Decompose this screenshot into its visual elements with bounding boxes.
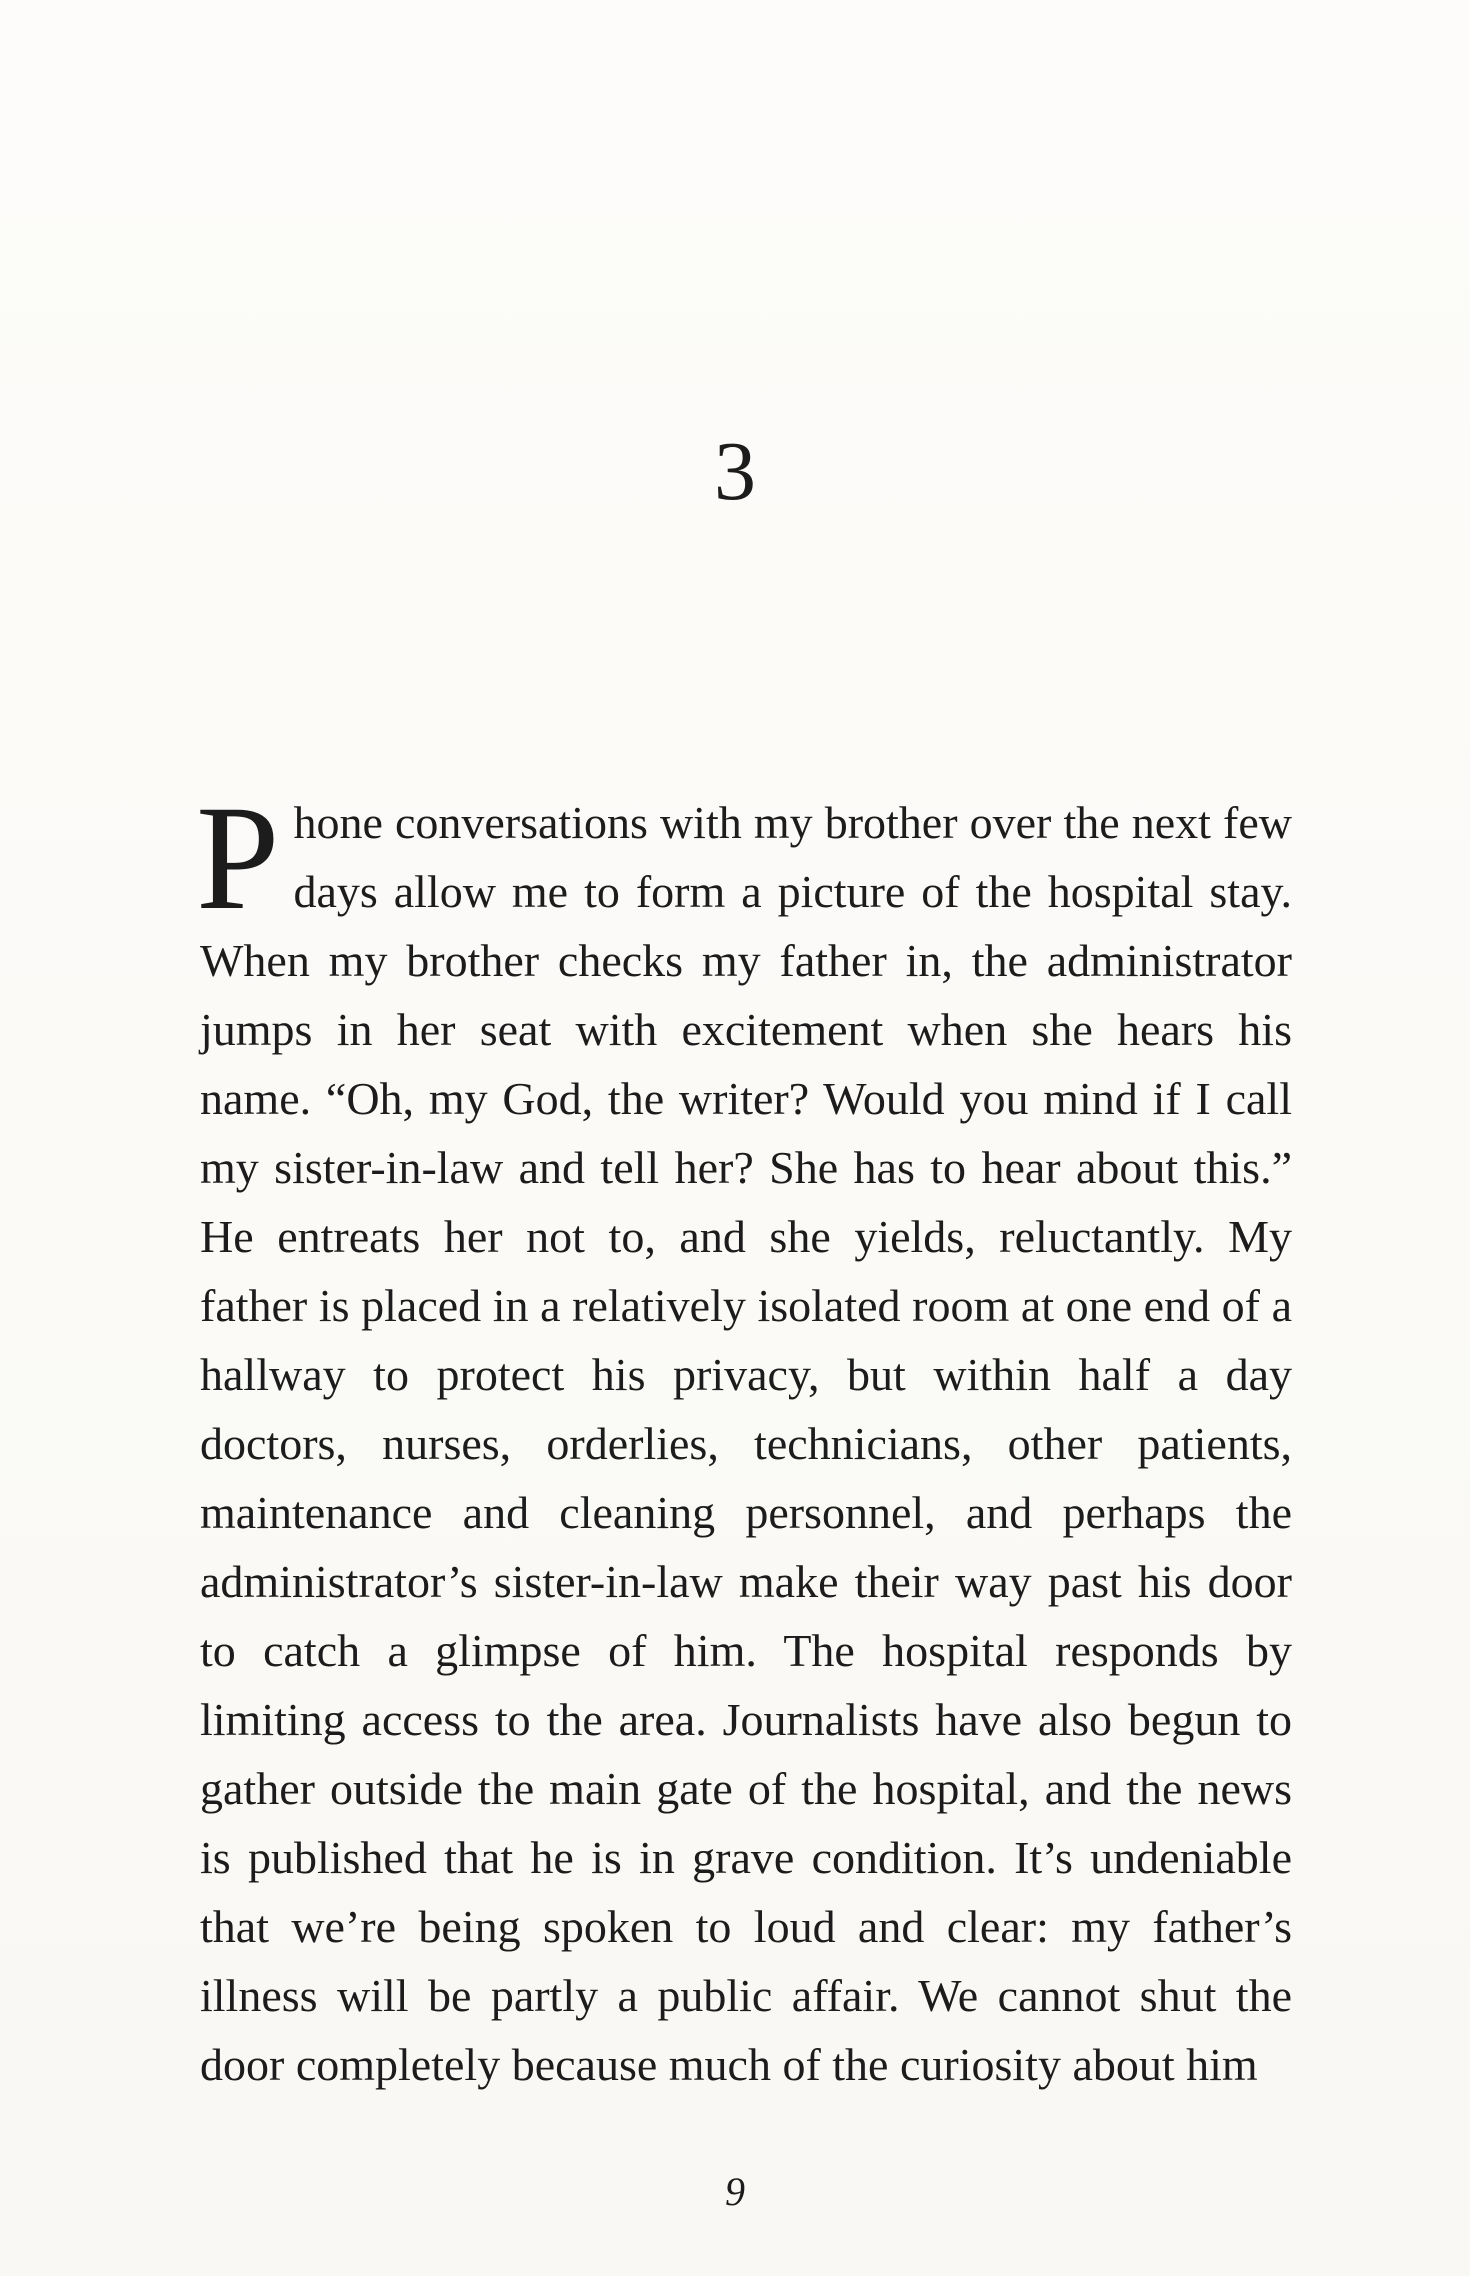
page-number: 9 (725, 2169, 745, 2214)
body-paragraph (196, 775, 1292, 2099)
chapter-number: 3 (714, 425, 756, 518)
paragraph-text: hone conversations with my brother over the next few days allow me to form a picture of the hospital stay. When my brother checks my father in, the administrator jumps in her seat with excitement when she hears his name. “Oh, my God, the writer? Would you mind if I call my sister-in-law and tell her? She has to hear about this.” He entreats her not to, and she yields, reluctantly. My father is placed in a relatively isolated room at one end of a hallway to protect his privacy, but within half a day doctors, nurses, orderlies, technicians, other patients, maintenance and cleaning personnel, and perhaps the administrator’s sister-in-law make their way past his door to catch a glimpse of him. The hospital responds by limiting access to the area. Journalists have also begun to gather outside the main gate of the hospital, and the news is published that he is in grave condition. It’s undeniable that we’re being spoken to loud and clear: my father’s illness will be partly a public affair. We cannot shut the door completely because much of the curiosity about him (200, 797, 1292, 2090)
drop-cap: P (196, 775, 280, 941)
